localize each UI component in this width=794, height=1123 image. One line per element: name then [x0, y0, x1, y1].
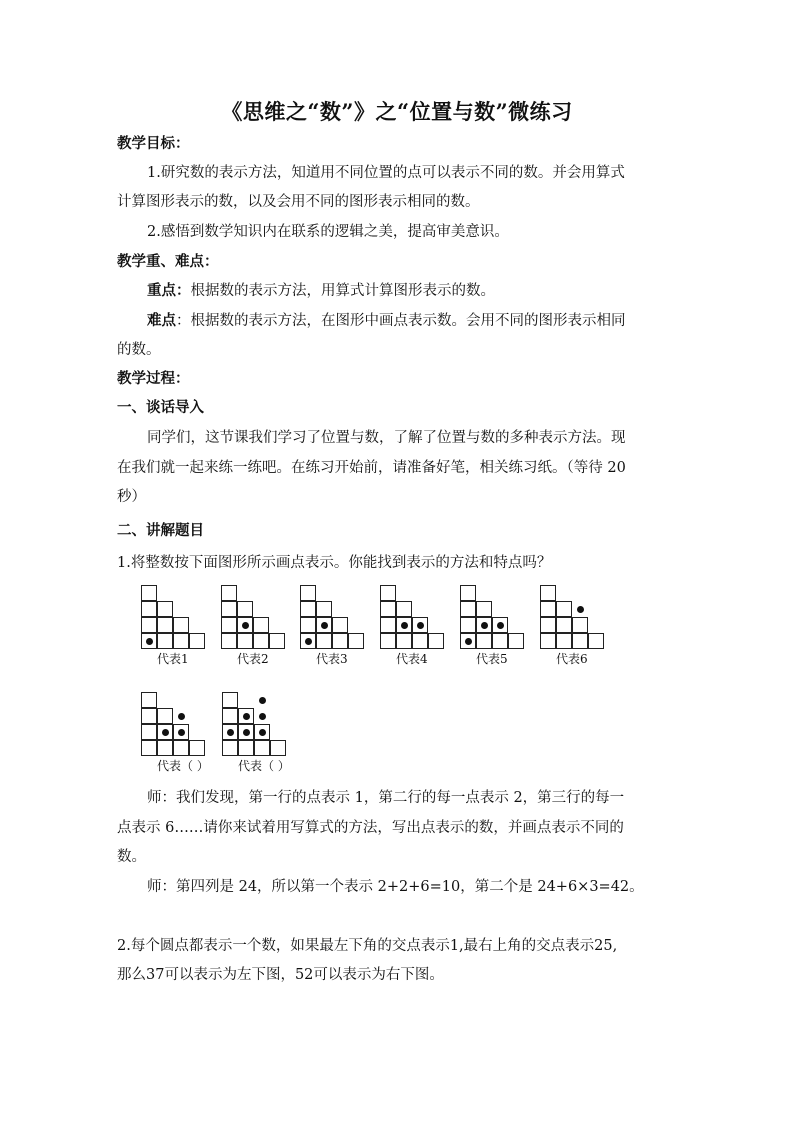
key-point-text: 根据数的表示方法，用算式计算图形表示的数。 [190, 283, 495, 299]
grid-cell [253, 633, 269, 649]
dot-mark [401, 622, 408, 629]
intro-line-3: 秒） [117, 489, 146, 505]
difficult-point-text: ：根据数的表示方法，在图形中画点表示数。会用不同的图形表示相同 [176, 313, 626, 329]
grid-cell [332, 617, 348, 633]
dot-mark [305, 638, 312, 645]
figure-caption: 代表2 [237, 652, 269, 666]
grid-cell [270, 740, 286, 756]
grid-cell [157, 633, 173, 649]
difficult-point [147, 311, 626, 331]
dot-mark [178, 713, 185, 720]
grid-cell [157, 708, 173, 724]
grid-cell [173, 633, 189, 649]
grid-cell [380, 601, 396, 617]
grid-cell [508, 633, 524, 649]
figure-caption: 代表5 [476, 652, 508, 666]
grid-cell [269, 633, 285, 649]
dot-mark [259, 729, 266, 736]
dot-mark [242, 622, 249, 629]
grid-cell [556, 617, 572, 633]
section-1-heading: 一、谈话导入 [117, 399, 204, 416]
grid-cell [141, 585, 157, 601]
document-title: 《思维之“数”》之“位置与数”微练习 [221, 99, 573, 124]
grid-cell [588, 633, 604, 649]
grid-cell [221, 633, 237, 649]
figure-caption: 代表3 [316, 652, 348, 666]
key-point-label: 重点： [147, 282, 191, 299]
grid-cell [253, 617, 269, 633]
difficult-point-line-2: 的数。 [117, 342, 161, 358]
grid-cell [380, 585, 396, 601]
intro-line-2: 在我们就一起来练一练吧。在练习开始前，请准备好笔，相关练习纸。（等待 20 [117, 460, 626, 476]
grid-cell [572, 617, 588, 633]
key-point [147, 281, 495, 301]
grid-cell [237, 633, 253, 649]
figure-caption: 代表4 [396, 652, 428, 666]
grid-cell [189, 740, 205, 756]
teacher-remark-1-line-3: 数。 [117, 849, 146, 865]
grid-cell [332, 633, 348, 649]
section-2-heading: 二、讲解题目 [117, 522, 204, 539]
figure-caption: 代表6 [556, 652, 588, 666]
dot-mark [481, 622, 488, 629]
grid-cell [237, 601, 253, 617]
grid-cell [476, 633, 492, 649]
grid-cell [221, 601, 237, 617]
teacher-remark-1-line-1: 师：我们发现，第一行的点表示 1，第二行的每一点表示 2，第三行的每一 [147, 790, 625, 806]
teacher-remark-1-line-2: 点表示 6……请你来试着用写算式的方法，写出点表示的数，并画点表示不同的 [117, 820, 624, 836]
grid-cell [157, 617, 173, 633]
grid-cell [428, 633, 444, 649]
dot-mark [162, 729, 169, 736]
intro-line-1: 同学们，这节课我们学习了位置与数，了解了位置与数的多种表示方法。现 [147, 430, 626, 446]
objective-1-line-1: 1.研究数的表示方法，知道用不同位置的点可以表示不同的数。并会用算式 [147, 165, 625, 181]
grid-cell [540, 585, 556, 601]
grid-cell [572, 633, 588, 649]
grid-cell [157, 740, 173, 756]
grid-cell [141, 724, 157, 740]
grid-cell [189, 633, 205, 649]
grid-cell [380, 617, 396, 633]
grid-cell [141, 617, 157, 633]
dot-mark [321, 622, 328, 629]
grid-cell [540, 633, 556, 649]
grid-cell [300, 601, 316, 617]
dot-mark [417, 622, 424, 629]
grid-cell [460, 585, 476, 601]
grid-cell [412, 633, 428, 649]
grid-cell [316, 633, 332, 649]
figure-caption: 代表（ ） [238, 759, 290, 773]
dot-mark [243, 729, 250, 736]
grid-cell [222, 740, 238, 756]
dot-mark [227, 729, 234, 736]
dot-mark [465, 638, 472, 645]
dot-mark [259, 697, 266, 704]
grid-cell [380, 633, 396, 649]
question-2-line-1: 2.每个圆点都表示一个数，如果最左下角的交点表示1,最右上角的交点表示25, [117, 938, 618, 954]
grid-cell [221, 585, 237, 601]
question-1: 1.将整数按下面图形所示画点表示。你能找到表示的方法和特点吗？ [117, 555, 552, 571]
grid-cell [141, 740, 157, 756]
grid-cell [222, 708, 238, 724]
difficult-point-label: 难点 [147, 312, 176, 329]
grid-cell [460, 601, 476, 617]
grid-cell [556, 601, 572, 617]
grid-cell [141, 601, 157, 617]
objective-2: 2.感悟到数学知识内在联系的逻辑之美，提高审美意识。 [147, 224, 509, 240]
grid-cell [300, 585, 316, 601]
teacher-remark-2: 师：第四列是 24，所以第一个表示 2+2+6=10，第二个是 24+6×3=42。 [147, 879, 644, 895]
process-heading: 教学过程： [117, 370, 190, 387]
figure-caption: 代表（ ） [157, 759, 209, 773]
dot-mark [577, 606, 584, 613]
dot-mark [178, 729, 185, 736]
grid-cell [221, 617, 237, 633]
grid-cell [141, 692, 157, 708]
grid-cell [254, 740, 270, 756]
grid-cell [492, 633, 508, 649]
dot-mark [146, 638, 153, 645]
grid-cell [396, 633, 412, 649]
grid-cell [556, 633, 572, 649]
objectives-heading: 教学目标： [117, 135, 190, 152]
dot-mark [243, 713, 250, 720]
grid-cell [300, 617, 316, 633]
grid-cell [348, 633, 364, 649]
grid-cell [540, 617, 556, 633]
grid-cell [316, 601, 332, 617]
grid-cell [476, 601, 492, 617]
grid-cell [222, 692, 238, 708]
grid-cell [157, 601, 173, 617]
question-2-line-2: 那么37可以表示为左下图，52可以表示为右下图。 [117, 967, 444, 983]
dot-mark [259, 713, 266, 720]
grid-cell [173, 740, 189, 756]
objective-1-line-2: 计算图形表示的数，以及会用不同的图形表示相同的数。 [117, 194, 480, 210]
keypoints-heading: 教学重、难点： [117, 253, 219, 270]
dot-mark [497, 622, 504, 629]
grid-cell [173, 617, 189, 633]
grid-cell [396, 601, 412, 617]
grid-cell [540, 601, 556, 617]
grid-cell [141, 708, 157, 724]
grid-cell [238, 740, 254, 756]
figure-caption: 代表1 [157, 652, 189, 666]
grid-cell [460, 617, 476, 633]
